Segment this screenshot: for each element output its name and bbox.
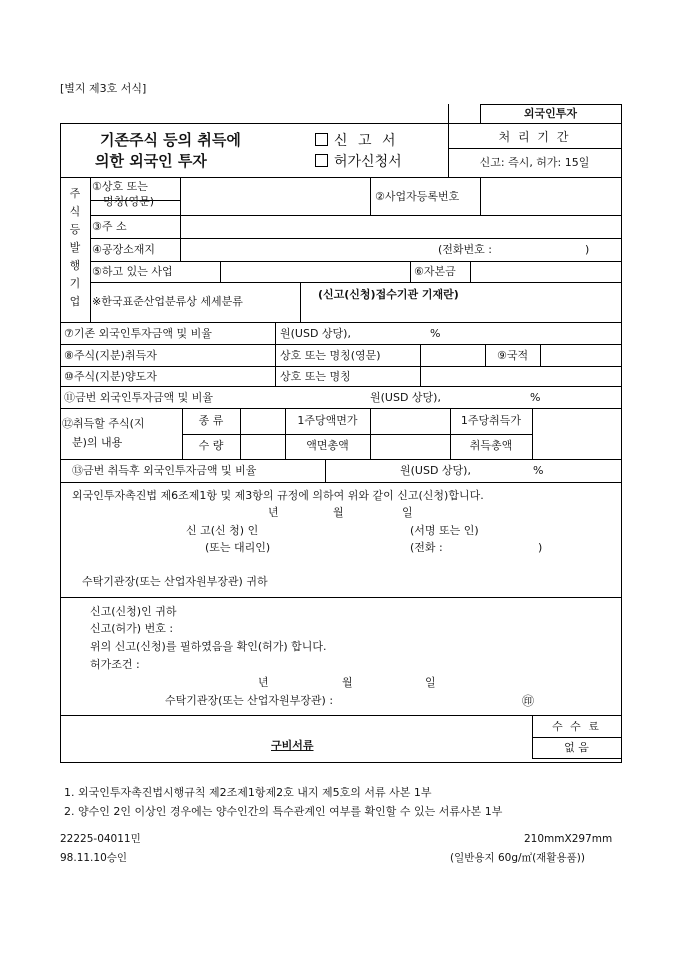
option-report[interactable] [315,133,398,148]
paper-size: 210mmX297mm [524,833,613,845]
post-acquisition-pct: % [533,464,544,477]
transferor-name-label: 상호 또는 명칭 [280,370,351,383]
acquirer-name-label: 상호 또는 명칭(영문) [280,349,381,362]
declaration-year: 년 [268,506,279,519]
agency-note: (신고(신청)접수기관 기재란) [318,288,459,301]
processing-label: 처 리 기 간 [498,130,571,144]
issuing-company-label [60,185,90,311]
confirmation-day: 일 [425,676,436,689]
capital-field[interactable] [471,262,620,282]
form-title-line1: 기존주식 등의 취득에 [100,131,241,149]
side-char: 행 [69,259,81,272]
category-label: 외국인투자 [523,107,578,120]
capital-label: ⑥자본금 [414,265,456,278]
side-char: 등 [69,223,81,236]
seal-mark: ㊞ [522,694,535,708]
company-name-field[interactable] [181,178,370,215]
documents-title: 구비서류 [271,739,314,752]
form-title-line2: 의한 외국인 투자 [95,152,207,170]
company-name-label-1: ①상호 또는 [92,180,148,193]
approval-date: 98.11.10승인 [60,852,128,864]
share-qty-label: 수 량 [198,439,224,452]
nationality-label: ⑨국적 [497,349,529,362]
nationality-field[interactable] [541,345,620,366]
confirmation-addressee: 신고(신청)인 귀하 [90,605,177,618]
confirmation-month: 월 [342,676,353,689]
form-label: [별지 제3호 서식] [60,82,147,95]
confirmation-number: 신고(허가) 번호 : [90,622,174,635]
shares-content-label-1: ⑫취득할 주식(지 [62,417,145,430]
confirmation-year: 년 [258,676,269,689]
signature-label: (서명 또는 인) [410,524,479,537]
paper-type: (일반용지 60g/㎡(재활용품)) [450,852,585,864]
transferor-label: ⑩주식(지분)양도자 [64,370,157,383]
factory-location-label: ④공장소재지 [92,243,155,256]
applicant-label: 신 고(신 청) 인 [186,524,259,537]
declaration-statement: 외국인투자촉진법 제6조제1항 및 제3항의 규정에 의하여 위와 같이 신고(신청)합니다. [72,489,484,502]
side-char: 발 [69,241,81,254]
fee-label: 수 수 료 [552,720,601,733]
existing-investment-label: ⑦기존 외국인투자금액 및 비율 [64,327,212,340]
current-investment-pct: % [530,391,541,404]
report-checkbox[interactable] [315,133,328,146]
option-report-label: 신 고 서 [334,133,399,149]
post-acquisition-unit: 원(USD 상당), [400,464,471,477]
current-investment-unit: 원(USD 상당), [370,391,441,404]
side-char: 기 [69,277,81,290]
face-value-total-label: 액면총액 [306,439,349,452]
acq-total-label: 취득총액 [469,439,513,452]
acquirer-label: ⑧주식(지분)취득자 [64,349,157,362]
applicant-phone-close: ) [538,541,543,554]
acquirer-name-field[interactable] [421,345,485,366]
side-char: 식 [69,205,81,218]
face-value-per-share-label: 1주당액면가 [297,414,358,427]
company-name-label-2: 명칭(영문) [103,195,155,208]
business-reg-field[interactable] [481,178,620,215]
transferor-name-field[interactable] [421,367,620,386]
shares-content-label-2: 분)의 내용 [72,436,123,449]
ksic-label: ※한국표준산업분류상 세세분류 [92,295,243,308]
option-permit-label: 허가신청서 [334,154,402,170]
acq-price-per-share-label: 1주당취득가 [460,414,522,427]
declaration-addressee: 수탁기관장(또는 산업자원부장관) 귀하 [82,575,268,588]
business-reg-label: ②사업자등록번호 [375,190,460,203]
factory-phone-label: (전화번호 : [438,243,492,256]
address-field[interactable] [181,216,620,238]
declaration-month: 월 [333,506,344,519]
permit-checkbox[interactable] [315,154,328,167]
side-char: 주 [69,187,81,200]
required-document: 2. 양수인 2인 이상인 경우에는 양수인간의 특수관계인 여부를 확인할 수 있는 서류사본 1부 [64,805,503,818]
fee-value: 없 음 [564,741,589,754]
processing-value: 신고: 즉시, 허가: 15일 [479,156,590,169]
form-code: 22225-04011민 [60,833,141,845]
factory-phone-close: ) [585,243,590,256]
agent-label: (또는 대리인) [205,541,271,554]
business-label: ⑤하고 있는 사업 [92,265,173,278]
required-document: 1. 외국인투자촉진법시행규칙 제2조제1항제2호 내지 제5호의 서류 사본 1부 [64,786,432,799]
existing-investment-unit: 원(USD 상당), [280,327,351,340]
address-label: ③주 소 [92,220,127,233]
post-acquisition-label: ⑬금번 취득후 외국인투자금액 및 비율 [72,464,257,477]
business-field[interactable] [221,262,410,282]
share-kind-label: 종 류 [198,414,224,427]
confirmation-signer: 수탁기관장(또는 산업자원부장관) : [165,694,334,707]
option-permit[interactable] [315,154,402,169]
permit-conditions: 허가조건 : [90,658,140,671]
declaration-day: 일 [402,506,413,519]
side-char: 업 [69,295,81,308]
current-investment-label: ⑪금번 외국인투자금액 및 비율 [64,391,214,404]
applicant-phone-label: (전화 : [410,541,443,554]
existing-investment-pct: % [430,327,441,340]
confirmation-text: 위의 신고(신청)를 필하였음을 확인(허가) 합니다. [90,640,327,653]
